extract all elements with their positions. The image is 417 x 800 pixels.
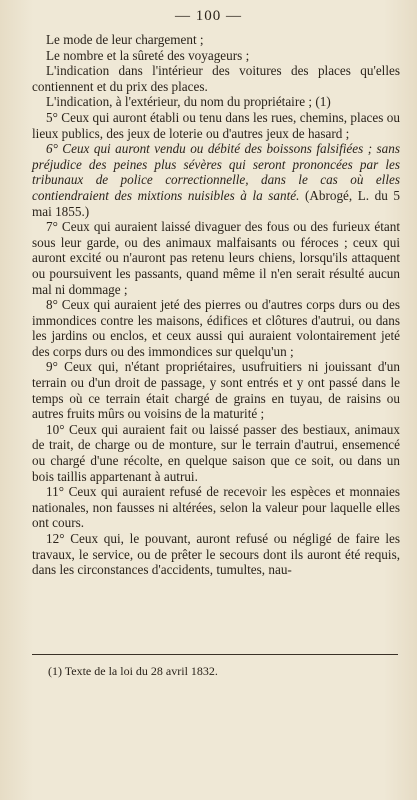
paragraph-item-5: 5° Ceux qui auront établi ou tenu dans les rues, chemins, places ou lieux publics, des jeux de loterie ou d'autres jeux de hasard ; — [32, 109, 400, 141]
paragraph-item-10: 10° Ceux qui auraient fait ou laissé passer des bestiaux, animaux de trait, de charge ou de monture, sur le terrain d'autrui, ensemencé ou chargé d'une récolte, en quelque saison que ce soit, ou dans un bois taillis appartenant à autrui. — [32, 421, 400, 484]
item-6-abrogation-note: (Abrogé, L. du 5 mai 1855.) — [32, 187, 400, 219]
page-number: — 100 — — [175, 8, 242, 24]
item-6-italic-text: 6° Ceux qui auront vendu ou débité des boissons falsifiées ; sans préjudice des peines plus sévères qui seront prononcées par les tribunaux de police correctionnelle, dans le cas où elles contiendraient des mixtions nuisibles à la santé. — [32, 141, 400, 203]
paragraph-loading-mode: Le mode de leur chargement ; — [46, 32, 204, 47]
paragraph-interior-indication: L'indication dans l'intérieur des voitures des places qu'elles contiennent et du prix des places. — [32, 63, 400, 94]
footnote: (1) Texte de la loi du 28 avril 1832. — [48, 664, 218, 678]
paragraph-travelers: Le nombre et la sûreté des voyageurs ; — [46, 47, 250, 63]
paragraph-exterior-indication: L'indication, à l'extérieur, du nom du propriétaire ; (1) — [46, 94, 331, 110]
paragraph-item-7: 7° Ceux qui auraient laissé divaguer des fous ou des furieux étant sous leur garde, ou des animaux malfaisants ou féroces ; ceux qui auront excité ou n'auront pas retenu leurs chiens, lorsqu'ils attaquent ou poursuivent les passants, quand même il n'en serait résulté aucun mal ni dommage ; — [32, 219, 400, 297]
paragraph-item-6 — [32, 141, 400, 219]
footnote-divider — [32, 654, 398, 655]
paragraph-item-11: 11° Ceux qui auraient refusé de recevoir les espèces et monnaies nationales, non fausses ni altérées, selon la valeur pour laquelle elles ont cours. — [32, 484, 400, 531]
paragraph-item-8: 8° Ceux qui auraient jeté des pierres ou d'autres corps durs ou des immondices contre les maisons, édifices et clôtures d'autrui, ou dans les jardins ou enclos, et ceux aussi qui auraient volontairement jeté des corps durs ou des immondices sur quelqu'un ; — [32, 297, 400, 359]
paragraph-item-12: 12° Ceux qui, le pouvant, auront refusé ou négligé de faire les travaux, le service, ou de prêter le secours dont ils auront été requis, dans les circonstances d'accidents, tumultes, nau- — [32, 531, 400, 578]
body-text — [32, 32, 400, 578]
paragraph-item-9: 9° Ceux qui, n'étant propriétaires, usufruitiers ni jouissant d'un terrain ou d'un droit de passage, y sont entrés et y ont passé dans le temps où ce terrain était chargé de grains en tuyau, de raisins ou autres fruits mûrs ou voisins de la maturité ; — [32, 359, 400, 422]
